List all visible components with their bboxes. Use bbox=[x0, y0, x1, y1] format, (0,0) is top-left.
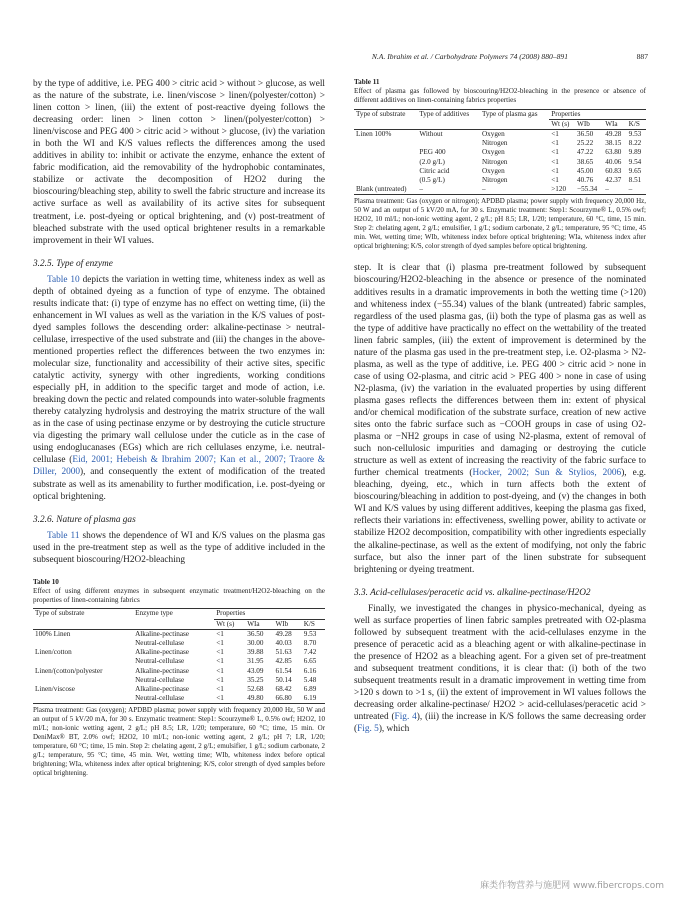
table-cell: Without bbox=[419, 130, 443, 139]
journal-citation: N.A. Ibrahim et al. / Carbohydrate Polymers 74 (2008) 880–891 bbox=[371, 52, 568, 61]
table-cell: 36.50 bbox=[577, 130, 594, 139]
table-cell: 36.50 bbox=[247, 629, 264, 638]
col-header: K/S bbox=[627, 119, 646, 129]
table-cell: <1 bbox=[216, 648, 224, 657]
table-cell: <1 bbox=[551, 157, 559, 166]
table-cell: 38.65 bbox=[577, 157, 594, 166]
table-cell: <1 bbox=[551, 166, 559, 175]
section-heading: 3.2.6. Nature of plasma gas bbox=[33, 514, 136, 525]
col-header: Properties bbox=[549, 109, 646, 119]
col-header: Type of substrate bbox=[33, 609, 133, 629]
table-11-grid bbox=[354, 109, 646, 196]
table-cell: >120 bbox=[549, 185, 575, 195]
table-cell bbox=[354, 148, 417, 157]
table-cell: <1 bbox=[216, 685, 224, 694]
table-cell: – bbox=[603, 185, 626, 195]
col-header: Enzyme type bbox=[133, 609, 214, 629]
table-cell: <1 bbox=[216, 629, 224, 638]
table-cell: 42.37 bbox=[605, 176, 622, 185]
table-cell bbox=[33, 657, 133, 666]
table-footnote: Plasma treatment: Gas (oxygen or nitrogen); APDBD plasma; power supply with frequency 20,000 Hz, 50 W and an output of 5 kV/20 mA, for 30 s. Enzymatic treatment: Step1: Scourzyme® L, 0.5% owf; H2O2, 10 ml/L; non-ionic wetting agent, 2 g/L; pH 8.5; LR, 1/20; temperature, 60 °C, time, 15 min. Step 2: chelating agent, 2 g/L; emulsifier, 1 g/L; sodium carbonate, 2 g/L; temperature, 95 °C; time, 45 min. Wet, wetting time; WIb, whiteness index before optical brightening; WIa, whiteness index after optical brightening; K/S, color strength of dyed samples before optical brightening. bbox=[354, 197, 646, 251]
table-cell: Neutral-cellulase bbox=[135, 657, 185, 666]
table-cell: Alkaline-pectinase bbox=[135, 666, 189, 675]
table-cell bbox=[33, 694, 133, 704]
table-cell bbox=[354, 158, 417, 167]
left-column bbox=[33, 78, 325, 778]
table-label: Table 11 bbox=[354, 78, 380, 86]
table-cell: Neutral-cellulase bbox=[135, 675, 185, 684]
table-cell: <1 bbox=[551, 130, 559, 139]
citation-link[interactable]: Eid, 2001; Hebeish & Ibrahim 2007; Kan et al., 2007; Traore & Diller, 2000 bbox=[33, 455, 325, 478]
table-cell: Alkaline-pectinase bbox=[135, 685, 189, 694]
table-cell bbox=[33, 676, 133, 685]
table-cell: 50.14 bbox=[275, 675, 292, 684]
table-cell: <1 bbox=[551, 176, 559, 185]
table-cell: 31.95 bbox=[247, 657, 264, 666]
table-cell: – bbox=[417, 185, 480, 195]
table-cell: 9.53 bbox=[303, 629, 317, 638]
col-header: WIb bbox=[273, 619, 301, 629]
table-cell: 51.63 bbox=[275, 648, 292, 657]
table-cell: Blank (untreated) bbox=[354, 185, 417, 195]
watermark: 麻类作物营养与施肥网 www.fibercrops.com bbox=[480, 881, 664, 891]
table-cell: 6.19 bbox=[302, 694, 325, 704]
table-cell: 6.16 bbox=[303, 666, 317, 675]
table-cell: Linen/cotton bbox=[35, 648, 72, 657]
table-cell bbox=[354, 176, 417, 185]
table-cell: 25.22 bbox=[577, 139, 594, 148]
table-cell: <1 bbox=[551, 139, 559, 148]
table-cell: 38.15 bbox=[605, 139, 622, 148]
citation-link[interactable]: Hocker, 2002; Sun & Stylios, 2006 bbox=[472, 468, 622, 479]
table-cell: 68.42 bbox=[275, 685, 292, 694]
paragraph: Finally, we investigated the changes in physico-mechanical, dyeing as well as surface properties of linen fabric samples pretreated with O2-plasma followed by subsequent treatment with the acid-cellulases enzyme in the presence of peracetic acid as a bleaching agent or with alkaline-pectinase in the presence of H2O2 as a bleaching agent. For a given set of pre-treatment and subsequent treatment conditions, it is clear that: (i) both of the two subsequent treatments result in a dramatic improvement in wetting time from >120 s down to >1 s, (ii) the extent of improvement in WI values follows the decreasing order alkaline-pectinase/ H2O2 > acid-cellulases/peracetic acid > untreated (Fig. 4), (iii) the increase in K/S follows the same decreasing order (Fig. 5), which bbox=[354, 603, 646, 735]
table-cell: Alkaline-pectinase bbox=[135, 629, 189, 638]
table-cell: 9.53 bbox=[628, 130, 642, 139]
table-cell: 40.03 bbox=[275, 639, 292, 647]
table-cell: 66.80 bbox=[273, 694, 301, 704]
table-cell: Linen/(cotton/polyester bbox=[35, 666, 103, 675]
table-cell: – bbox=[480, 185, 549, 195]
table-cell: 47.22 bbox=[577, 148, 594, 157]
table-cell: 9.89 bbox=[628, 148, 642, 157]
table-cell: 49.28 bbox=[275, 629, 292, 638]
table-cell: Nitrogen bbox=[481, 176, 508, 185]
table-cell: 60.83 bbox=[605, 166, 622, 175]
table-cell: Linen 100% bbox=[356, 130, 392, 139]
table-cell: −55.34 bbox=[575, 185, 603, 195]
table-cell bbox=[33, 639, 133, 648]
table-cell: PEG 400 bbox=[419, 148, 446, 157]
table-cell: Neutral-cellulase bbox=[133, 694, 214, 704]
table-cell: 42.85 bbox=[275, 657, 292, 666]
table-row bbox=[354, 185, 646, 195]
paragraph: Table 10 depicts the variation in wetting time, whiteness index as well as depth of obtained dyeing as a function of type of enzyme. The obtained results indicate that: (i) type of enzyme has no effect on wetting time, (ii) the enhancement in WI values as well as the variation in the K/S values of post-dyed samples follows the descending order: alkaline-pectinase > neutral-cellulase, irrespective of the used substrate and (iii) the changes in the above-mentioned properties reflect the differences between the two enzymes in: molecular size, functionality and accessibility of their active sites, specific catalytic activity, synergy with other ingredients, working conditions especially pH, in addition to the specific target and mode of action, i.e. breaking down the pectic and related compounds into water-soluble fragments thereby catalyzing hydrolysis and destroying the matrix structure of the wall as in the case of using pectinase enzyme or by destroying the cuticle structure via digesting the primary wall cellulose under the cuticle as in the case of using endoglucanases (EGs) which are rich cellulases enzyme, i.e. neutral-cellulase (Eid, 2001; Hebeish & Ibrahim 2007; Kan et al., 2007; Traore & Diller, 2000), and consequently the extent of modification of the treated substrate as well as its amenability to further modification, i.e. post-dyeing or optical brightening. bbox=[33, 274, 325, 502]
table-cell: Citric acid bbox=[419, 166, 450, 175]
table-row bbox=[354, 158, 646, 167]
table-row bbox=[33, 629, 325, 639]
table-cell: 100% Linen bbox=[35, 629, 71, 638]
table-cell: 30.00 bbox=[247, 639, 264, 647]
col-header: WIa bbox=[245, 619, 273, 629]
table-cell: <1 bbox=[216, 666, 224, 675]
table-10-grid bbox=[33, 608, 325, 704]
table-cell: <1 bbox=[216, 675, 224, 684]
running-header bbox=[0, 52, 678, 66]
table-10 bbox=[33, 578, 325, 779]
table-cell: 8.51 bbox=[628, 176, 642, 185]
table-row bbox=[33, 657, 325, 666]
col-header: Wt (s) bbox=[214, 619, 245, 629]
table-cell: Alkaline-pectinase bbox=[135, 648, 189, 657]
table-row bbox=[33, 685, 325, 694]
table-caption: Effect of plasma gas followed by bioscouring/H2O2-bleaching in the presence or absence of different additives on linen-containing fabrics properties bbox=[354, 87, 646, 105]
table-link[interactable]: Table 10 bbox=[47, 274, 80, 285]
table-cell: 39.88 bbox=[247, 648, 264, 657]
table-link[interactable]: Table 11 bbox=[47, 530, 80, 541]
table-cell: Oxygen bbox=[481, 166, 505, 175]
col-header: WIb bbox=[575, 119, 603, 129]
table-cell: 6.65 bbox=[303, 657, 317, 666]
table-cell: Nitrogen bbox=[481, 139, 508, 148]
table-label: Table 10 bbox=[33, 577, 59, 586]
table-cell: 52.68 bbox=[247, 685, 264, 694]
table-row bbox=[354, 167, 646, 176]
section-heading: 3.3. Acid-cellulases/peracetic acid vs. alkaline-pectinase/H2O2 bbox=[354, 587, 591, 598]
right-column bbox=[354, 78, 646, 735]
table-row bbox=[354, 139, 646, 148]
col-header: WIa bbox=[603, 119, 626, 129]
table-cell: 61.54 bbox=[275, 666, 292, 675]
table-cell: 40.76 bbox=[577, 176, 594, 185]
table-cell: <1 bbox=[216, 639, 224, 647]
table-row bbox=[33, 639, 325, 648]
table-row bbox=[354, 148, 646, 157]
figure-link[interactable]: Fig. 4 bbox=[394, 712, 417, 723]
col-header: Type of additives bbox=[417, 109, 480, 129]
table-caption: Effect of using different enzymes in subsequent enzymatic treatment/H2O2-bleaching on the properties of linen-containing fabrics bbox=[33, 586, 325, 605]
paragraph: step. It is clear that (i) plasma pre-treatment followed by subsequent bioscouring/H2O2-bleaching in the absence or presence of the nominated additives results in a dramatic improvements in both the wetting time (>120) and whiteness index (−55.34) values of the blank (untreated) fabric samples, regardless of the used plasma gas, (ii) both the type of plasma gas as well as the type of additive have practically no effect on the wettability of the treated linen fabric samples, (iii) the extent of improvement is determined by the nature of the plasma gas used in the pre-treatment step, i.e. O2-plasma > N2-plasma, as well as the type of additive, i.e. PEG 400 > citric acid > none in case of using O2-plasma, and citric acid > PEG 400 > none in case of using N2-plasma, (iv) the variation in the evaluated properties by using different plasma gases reflects the differences between them in: extent of physical and/or chemical modification of the substrate surface, creation of new active sites onto the fabric surface such as −COOH groups in case of using O2-plasma or −NH2 groups in case of using N2-plasma, extent of removal of such non-cellulosic impurities and damaging or destroying the cuticle structure as well as extent of increasing the reactivity of the fabric surface to further chemical treatments (Hocker, 2002; Sun & Stylios, 2006), e.g. bleaching, dyeing, etc., which in turn affects both the extent of bioscouring/bleaching in addition to post-dyeing, and (v) the changes in both WI and K/S values by using different additives, keeping the plasma gas fixed, reflects their variations in: effectiveness, swelling power, ability to activate or stabilize H2O2 decomposition, compatibility with other ingredients especially the alkaline-pectinase, as well as the extent of modifying, not only the fabric surface, but also the inner part of the linen substrate for subsequent brightening or dyeing treatment. bbox=[354, 263, 646, 575]
paragraph: Table 11 shows the dependence of WI and K/S values on the plasma gas used in the pre-treatment step as well as the type of additive included in the subsequent bioscouring/H2O2-bleaching bbox=[33, 530, 325, 565]
table-11 bbox=[354, 78, 646, 251]
table-cell: 49.80 bbox=[245, 694, 273, 704]
table-cell: 9.54 bbox=[628, 157, 642, 166]
table-cell: 63.80 bbox=[605, 148, 622, 157]
col-header: Wt (s) bbox=[549, 119, 575, 129]
table-row bbox=[354, 176, 646, 185]
table-cell: 8.70 bbox=[303, 639, 317, 647]
table-cell: Linen/viscose bbox=[35, 685, 75, 694]
col-header: Properties bbox=[214, 609, 325, 619]
table-row bbox=[33, 676, 325, 685]
table-cell: Oxygen bbox=[481, 130, 505, 139]
table-cell: 35.25 bbox=[247, 675, 264, 684]
page-number: 887 bbox=[636, 52, 648, 61]
table-row bbox=[354, 130, 646, 140]
table-cell bbox=[354, 167, 417, 176]
table-cell: <1 bbox=[214, 694, 245, 704]
table-cell: <1 bbox=[216, 657, 224, 666]
table-cell: 5.48 bbox=[303, 675, 317, 684]
table-cell: Neutral-cellulase bbox=[135, 639, 185, 647]
table-cell bbox=[417, 139, 480, 148]
table-cell: Nitrogen bbox=[481, 157, 508, 166]
col-header: Type of plasma gas bbox=[480, 109, 549, 129]
table-cell: – bbox=[627, 185, 646, 195]
table-cell: 49.28 bbox=[605, 130, 622, 139]
table-footnote: Plasma treatment: Gas (oxygen); APDBD plasma; power supply with frequency 20,000 Hz, 50 W and an output of 5 kV/20 mA, for 30 s. Enzymatic treatment: Step1: Scourzyme® L, 0.5% owf; H2O2, 10 ml/L; non-ionic wetting agent, 2 g/L; pH 8.5; LR, 1/20; temperature, 60 °C; time, 15 min. Or DeniMax® BT, 2.0% owf; H2O2, 10 ml/L; non-ionic wetting agent, 2 g/L; pH 7; LR, 1/20; temperature, 60 °C; time, 15 min. Step 2: chelating agent, 2 g/L; emulsifier, 1 g/L; sodium carbonate, 2 g/L; temperature, 95 °C; time, 45 min. Wet, wetting time; WIb, whiteness index before optical brightening; WIa, whiteness index after optical brightening; K/S, color strength of dyed samples before optical brightening. bbox=[33, 706, 325, 778]
table-cell: (0.5 g/L) bbox=[419, 176, 445, 185]
table-cell: (2.0 g/L) bbox=[419, 157, 445, 166]
table-cell: 45.00 bbox=[577, 166, 594, 175]
table-cell: 6.89 bbox=[303, 685, 317, 694]
paragraph: by the type of additive, i.e. PEG 400 > citric acid > without > glucose, as well as the nature of the substrate, i.e. linen/viscose > linen/(polyester/cotton) > linen cotton > linen, (iii) the extent of post-reactive dyeing follows the decreasing order: linen > linen cotton > linen/(polyester/cotton) > linen/viscose and PEG 400 > citric acid > without > glucose, (iv) the variation in both the WI and K/S values reflects the differences among the used additives in ability to: inhibit or activate the enzyme, enhance the extent of fabric modification, aid the removability of the hydrophobic contaminates, stabilize or activate the decomposition of H2O2 during the bioscouring/bleaching step, ability to swell the fabric structure and increase its active surface as well as availability of its active sites for subsequent treatment, i.e. post-dyeing or optical brightening, and (v) post-treatment of bleached substrate with the used optical brightener results in a remarkable improvement in their WI values. bbox=[33, 79, 325, 246]
table-cell: 7.42 bbox=[303, 648, 317, 657]
table-cell: <1 bbox=[551, 148, 559, 157]
table-cell: 40.06 bbox=[605, 157, 622, 166]
table-row bbox=[33, 694, 325, 704]
table-cell: 9.65 bbox=[628, 166, 642, 175]
table-cell: Oxygen bbox=[481, 148, 505, 157]
figure-link[interactable]: Fig. 5 bbox=[357, 724, 379, 735]
table-cell bbox=[354, 139, 417, 148]
section-heading: 3.2.5. Type of enzyme bbox=[33, 258, 113, 269]
table-row bbox=[33, 648, 325, 657]
table-cell: 8.22 bbox=[628, 139, 642, 148]
table-cell: 43.09 bbox=[247, 666, 264, 675]
table-row bbox=[33, 667, 325, 676]
col-header: K/S bbox=[302, 619, 325, 629]
col-header: Type of substrate bbox=[354, 109, 417, 129]
